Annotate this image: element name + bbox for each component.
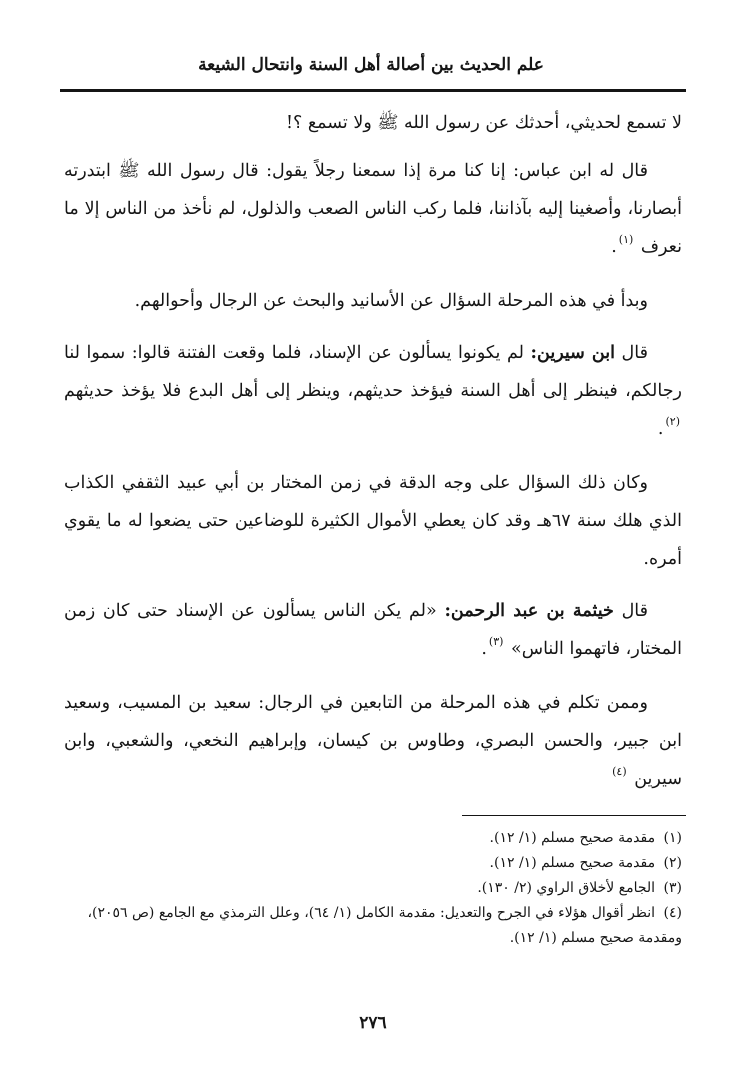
paragraph-2-text: قال له ابن عباس: إنا كنا مرة إذا سمعنا رجلاً يقول: قال رسول الله ﷺ ابتدرته أبصارنا، وأصغينا إليه بآذاننا، فلما ركب الناس الصعب والذلول، لم نأخذ من الناس إلا ما نعرف bbox=[64, 161, 682, 257]
footnote-ref-4: (٤) bbox=[612, 765, 627, 778]
paragraph-6 bbox=[64, 592, 682, 670]
paragraph-7-text: وممن تكلم في هذه المرحلة من التابعين في الرجال: سعيد بن المسيب، وسعيد ابن جبير، والحسن البصري، وطاوس بن كيسان، وإبراهيم النخعي، والشعبي، وابن سيرين bbox=[64, 693, 682, 789]
paragraph-6-prefix: قال bbox=[621, 601, 648, 621]
paragraph-4-name: ابن سيرين: bbox=[530, 343, 615, 363]
footnote-1 bbox=[64, 826, 682, 851]
paragraph-6-end: . bbox=[481, 639, 487, 659]
paragraph-5: وكان ذلك السؤال على وجه الدقة في زمن المختار بن أبي عبيد الثقفي الكذاب الذي هلك سنة ٦٧هـ وقد كان يعطي الأموال الكثيرة للوضاعين حتى يضعوا له ما يقوي أمره. bbox=[64, 473, 682, 569]
footnote-text: انظر أقوال هؤلاء في الجرح والتعديل: مقدمة الكامل (١/ ٦٤)، وعلل الترمذي مع الجامع (ص ٢٠٥٦)، ومقدمة صحيح مسلم (١/ ١٢). bbox=[87, 905, 682, 946]
page-number: ٢٧٦ bbox=[359, 1013, 387, 1033]
footnote-3 bbox=[64, 876, 682, 901]
footnote-2 bbox=[64, 851, 682, 876]
paragraph-1: لا تسمع لحديثي، أحدثك عن رسول الله ﷺ ولا تسمع ؟! bbox=[285, 113, 682, 133]
paragraph-3: وبدأ في هذه المرحلة السؤال عن الأسانيد والبحث عن الرجال وأحوالهم. bbox=[134, 291, 648, 311]
running-header-title: علم الحديث بين أصالة أهل السنة وانتحال الشيعة bbox=[198, 55, 544, 75]
footnote-separator bbox=[462, 815, 686, 816]
footnote-4 bbox=[64, 901, 682, 951]
paragraph-6-name: خيثمة بن عبد الرحمن: bbox=[444, 601, 614, 621]
paragraph-4-text: لم يكونوا يسألون عن الإسناد، فلما وقعت الفتنة قالوا: سموا لنا رجالكم، فينظر إلى أهل السنة فيؤخذ حديثهم، وينظر إلى أهل البدع فلا يؤخذ حديثهم bbox=[64, 343, 682, 401]
paragraph-2 bbox=[64, 152, 682, 268]
footnote-number: (٤) bbox=[663, 905, 682, 921]
paragraph-4-end: . bbox=[657, 419, 664, 439]
footnote-number: (٢) bbox=[663, 855, 682, 871]
footnotes bbox=[64, 826, 682, 951]
header-rule bbox=[60, 89, 686, 92]
footnote-number: (١) bbox=[663, 830, 682, 846]
footnote-number: (٣) bbox=[663, 880, 682, 896]
paragraph-2-end: . bbox=[611, 237, 617, 257]
paragraph-4-prefix: قال bbox=[621, 343, 648, 363]
footnote-text: مقدمة صحيح مسلم (١/ ١٢). bbox=[489, 830, 656, 846]
footnote-ref-3: (٣) bbox=[488, 635, 504, 648]
footnote-ref-2: (٢) bbox=[665, 415, 680, 428]
footnote-text: مقدمة صحيح مسلم (١/ ١٢). bbox=[489, 855, 656, 871]
footnote-text: الجامع لأخلاق الراوي (٢/ ١٣٠). bbox=[477, 880, 656, 896]
paragraph-7 bbox=[64, 684, 682, 800]
paragraph-4 bbox=[64, 334, 682, 450]
paragraph-6-text: «لم يكن الناس يسألون عن الإسناد حتى كان زمن المختار، فاتهموا الناس» bbox=[64, 601, 682, 659]
main-text bbox=[64, 104, 682, 814]
footnote-ref-1: (١) bbox=[618, 233, 634, 246]
